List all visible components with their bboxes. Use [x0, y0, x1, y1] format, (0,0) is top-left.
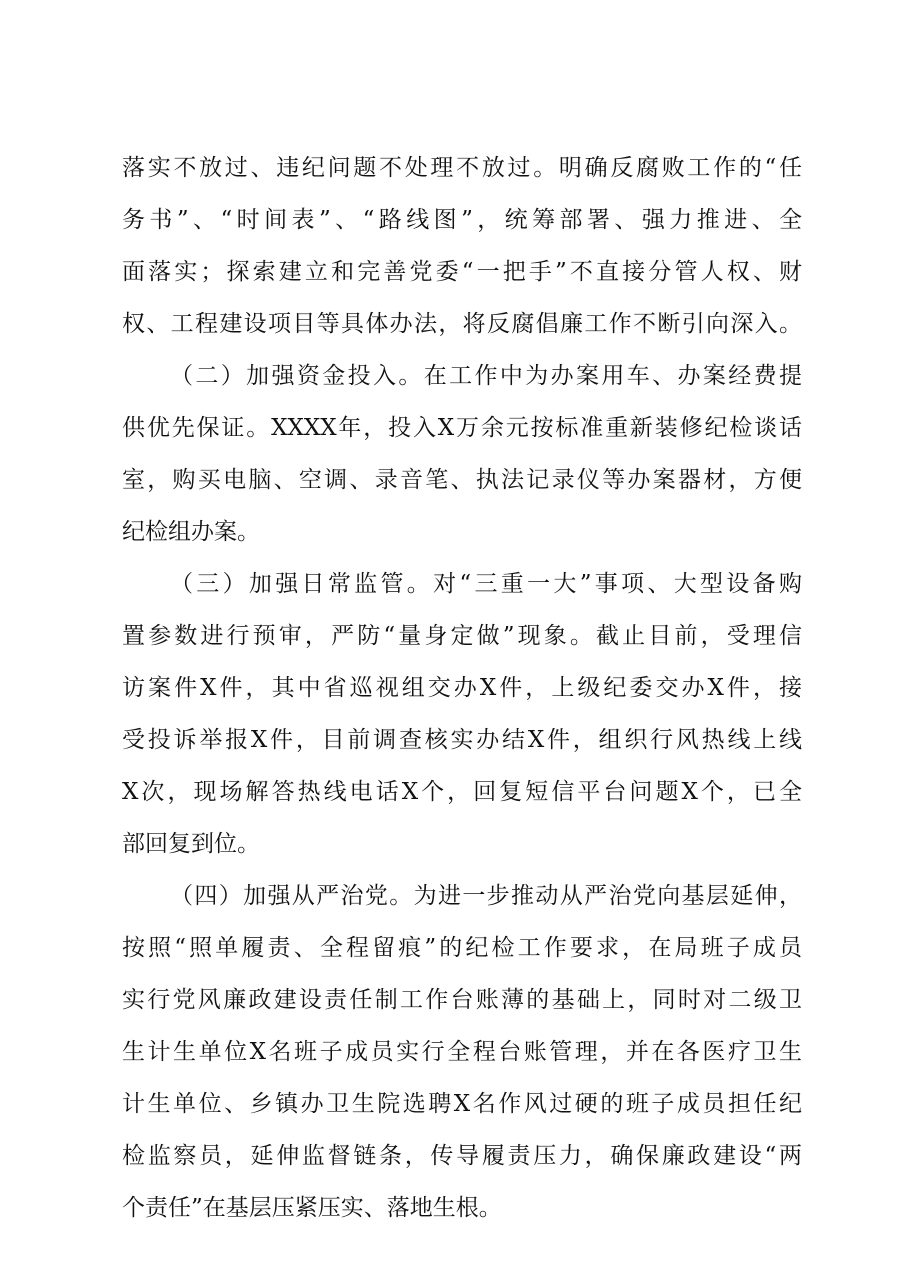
text-line: 按照“照单履责、全程留痕”的纪检工作要求，在局班子成员 — [122, 935, 802, 961]
text-line: 访案件X件，其中省巡视组交办X件，上级纪委交办X件，接 — [122, 675, 802, 701]
text-line: 面落实；探索建立和完善党委“一把手”不直接分管人权、财 — [122, 259, 802, 285]
text-line: 务书”、“时间表”、“路线图”，统筹部署、强力推进、全 — [122, 207, 802, 233]
section-heading-line: （三）加强日常监管。对“三重一大”事项、大型设备购 — [170, 571, 802, 597]
section-heading-line: （四）加强从严治党。为进一步推动从严治党向基层延伸， — [170, 883, 802, 909]
text-line: 权、工程建设项目等具体办法，将反腐倡廉工作不断引向深入。 — [122, 311, 802, 337]
text-line: 部回复到位。 — [122, 831, 260, 857]
text-line: 纪检组办案。 — [122, 519, 260, 545]
text-line: 生计生单位X名班子成员实行全程台账管理，并在各医疗卫生 — [122, 1039, 802, 1065]
text-line: 受投诉举报X件，目前调查核实办结X件，组织行风热线上线 — [122, 727, 802, 753]
text-line: 实行党风廉政建设责任制工作台账薄的基础上，同时对二级卫 — [122, 987, 802, 1013]
text-line: 落实不放过、违纪问题不处理不放过。明确反腐败工作的“任 — [122, 155, 802, 181]
text-line: 个责任”在基层压紧压实、落地生根。 — [122, 1195, 502, 1221]
text-line: 置参数进行预审，严防“量身定做”现象。截止目前，受理信 — [122, 623, 802, 649]
text-line: X次，现场解答热线电话X个，回复短信平台问题X个，已全 — [122, 779, 802, 805]
text-line: 供优先保证。XXXX年，投入X万余元按标准重新装修纪检谈话 — [122, 415, 802, 441]
section-heading-line: （二）加强资金投入。在工作中为办案用车、办案经费提 — [170, 363, 802, 389]
text-line: 计生单位、乡镇办卫生院选聘X名作风过硬的班子成员担任纪 — [122, 1091, 802, 1117]
text-line: 室，购买电脑、空调、录音笔、执法记录仪等办案器材，方便 — [122, 467, 802, 493]
text-line: 检监察员，延伸监督链条，传导履责压力，确保廉政建设“两 — [122, 1143, 802, 1169]
